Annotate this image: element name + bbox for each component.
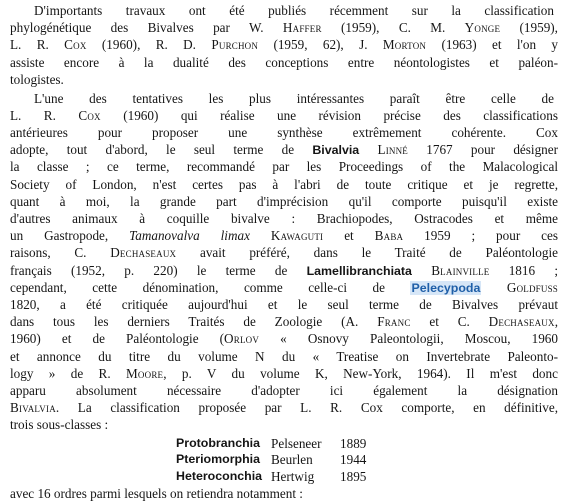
subclass-name: Protobranchia (176, 435, 260, 450)
p2-line-6: Society of London, n'est certes pas à l'abri de toute critique et je regrette, (10, 176, 558, 192)
p2-line-8: d'autres animaux à coquille bivalve : Brachiopodes, Ostracodes et même (10, 210, 558, 226)
subclass-author: Hertwig (271, 468, 315, 484)
closing-line: avec 16 ordres parmi lesquels on retiendra notamment : (10, 485, 303, 501)
subclass-author: Pelseneer (271, 435, 322, 451)
subclass-row (0, 451, 562, 468)
p2-line-11: français (1952, p. 220) le terme de Lamellibranchiata Blainville 1816 ; (10, 262, 559, 278)
p2-line-10: raisons, C. Dechaseaux avait préféré, dans le Traité de Paléontologie (10, 245, 559, 261)
p2-line-7: quant à moi, la grande part d'imprécision qu'il comporte puisqu'il existe (10, 193, 558, 209)
p1-line-5: tologistes. (10, 71, 64, 87)
p2-line-14: dans tous les derniers Traités de Zoologie (A. Franc et C. Dechaseaux, (10, 314, 558, 330)
term-lamellibranchiata: Lamellibranchiata (306, 263, 412, 278)
subclass-name: Heteroconchia (176, 468, 263, 483)
p2-line-4: adopte, tout d'abord, le seul terme de Bivalvia Linné 1767 pour désigner (10, 142, 559, 158)
p2-line-13: 1820, a été critiquée aujourd'hui et le seul terme de Bivalves prévaut (10, 296, 558, 312)
subclass-row (0, 468, 562, 485)
p2-line-18: apparu absolument nécessaire d'adopter ici également la désignation (10, 382, 558, 398)
p2-line-15: 1960) et de Paléontologie (Orlov « Osnovy Paleontologii, Moscou, 1960 (10, 331, 558, 347)
p2-line-2: L. R. Cox (1960) qui réalise une révision précise des classifications (10, 107, 558, 123)
p2-line-12: cependant, cette dénomination, comme celle-ci de Pelecypoda Goldfuss (10, 279, 558, 295)
p2-line-1: L'une des tentatives les plus intéressantes paraît être celle de (34, 90, 554, 106)
p2-line-16: et annonce du titre du volume N du « Treatise on Invertebrate Paleonto- (10, 348, 558, 364)
subclass-year: 1895 (340, 468, 367, 484)
p2-line-17: logy » de R. Moore, p. V du volume K, New-York, 1964). Il m'est donc (10, 365, 558, 381)
subclass-year: 1889 (340, 435, 367, 451)
p1-line-4: assiste encore à la dualité des conceptions entre néontologistes et paléon- (10, 54, 558, 70)
p1-line-2: phylogénétique des Bivalves par W. Haffer (1959), C. M. Yonge (1959), (10, 20, 558, 36)
p2-line-20: trois sous-classes : (10, 417, 109, 433)
subclass-author: Beurlen (271, 452, 313, 467)
p2-line-19: Bivalvia. La classification proposée par L. R. Cox comporte, en définitive, (10, 400, 558, 416)
subclass-name: Pteriomorphia (176, 452, 260, 466)
subclass-row (0, 435, 562, 452)
p2-line-9: un Gastropode, Tamanovalva limax Kawaguti et Baba 1959 ; pour ces (10, 228, 558, 244)
p1-line-3: L. R. Cox (1960), R. D. Purchon (1959, 62), J. Morton (1963) et l'on y (10, 37, 559, 53)
term-bivalvia: Bivalvia (312, 143, 360, 158)
p2-line-3: antérieures pour proposer une synthèse extrêmement cohérente. Cox (10, 124, 558, 140)
term-pelecypoda-highlighted: Pelecypoda (411, 280, 481, 295)
p1-line-1: D'importants travaux ont été publiés récemment sur la classification (34, 3, 554, 18)
p2-line-5: la classe ; ce terme, recommandé par les Proceedings of the Malacological (10, 159, 558, 175)
subclass-year: 1944 (340, 452, 367, 467)
